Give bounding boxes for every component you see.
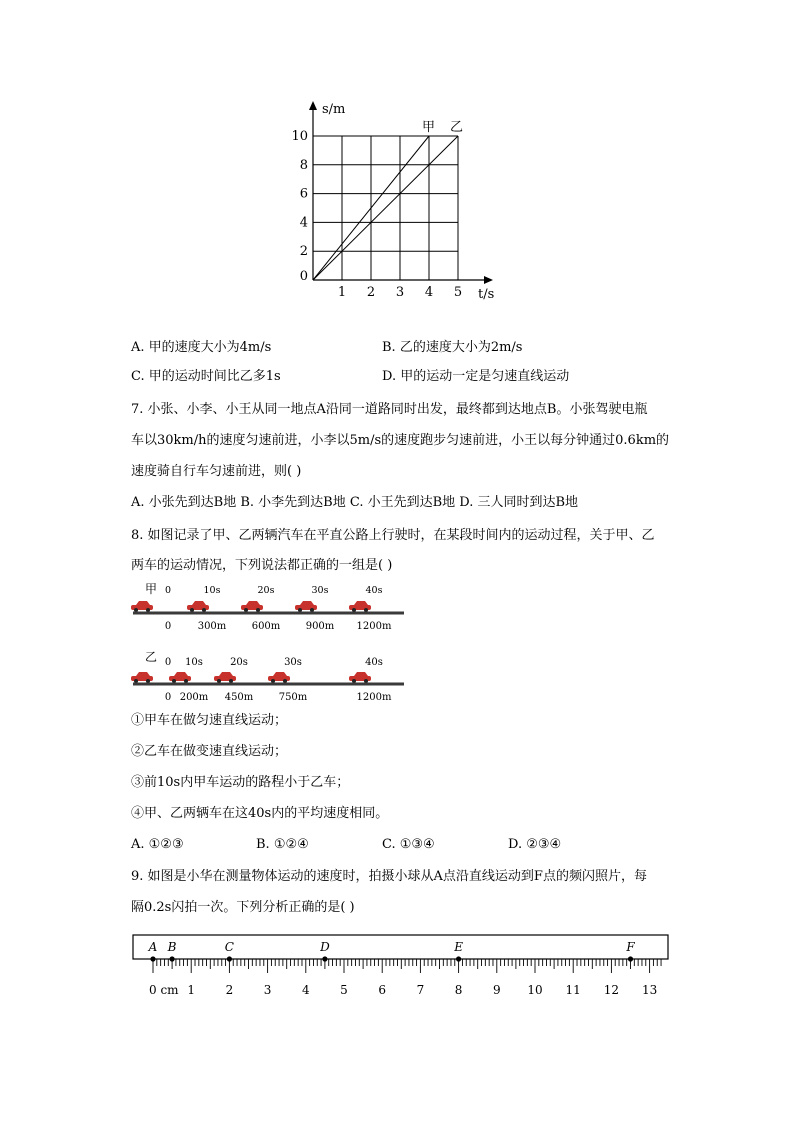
x-tick-label: 1: [337, 285, 347, 300]
car-wheel: [283, 679, 287, 683]
car-distance-label: 200m: [179, 692, 209, 703]
q8-stem-line1: 8. 如图记录了甲、乙两辆汽车在平直公路上行驶时，在某段时间内的运动过程，关于甲、乙: [131, 528, 655, 543]
car-wheel: [364, 608, 368, 612]
car-cabin: [354, 672, 368, 676]
car-distance-label: 1200m: [356, 692, 392, 703]
x-tick-label: 3: [395, 285, 405, 300]
car-wheel: [146, 679, 150, 683]
q6-option-d: D. 甲的运动一定是匀速直线运动: [382, 369, 570, 384]
series-label-jia: 甲: [422, 120, 436, 135]
car-cabin: [192, 601, 206, 605]
car-cabin: [246, 601, 260, 605]
ruler-point-label: B: [167, 940, 177, 954]
st-graph: [290, 95, 510, 310]
car-wheel: [352, 608, 356, 612]
ruler-label: 0 cm: [149, 983, 179, 997]
ruler-figure: [128, 930, 673, 1005]
ruler-label: 13: [641, 983, 658, 997]
car-wheel: [229, 679, 233, 683]
car-wheel: [202, 608, 206, 612]
car-cabin: [136, 672, 150, 676]
ruler-point-label: E: [454, 940, 463, 954]
q8-option-d: D. ②③④: [508, 837, 562, 852]
x-axis-arrow: [484, 276, 493, 284]
ruler-label: 8: [454, 983, 463, 997]
car-a-times: [165, 585, 383, 596]
car-time-label: 10s: [185, 657, 203, 668]
car-wheel: [244, 608, 248, 612]
car-icon: [268, 672, 290, 683]
ruler-labels: [149, 983, 657, 997]
x-tick-label: 4: [424, 285, 434, 300]
y-tick-label: 10: [291, 129, 308, 144]
car-distance-label: 450m: [224, 692, 254, 703]
ruler-label: 3: [263, 983, 272, 997]
ruler-point-label: C: [224, 940, 234, 954]
car-distance-label: 600m: [251, 621, 281, 632]
car-icon: [349, 672, 371, 683]
ruler-label: 4: [301, 983, 310, 997]
car-wheel: [271, 679, 275, 683]
q8-option-a: A. ①②③: [131, 837, 184, 852]
q7-stem-line1: 7. 小张、小李、小王从同一地点A沿同一道路同时出发，最终都到达地点B。小张驾驶电瓶: [131, 402, 648, 417]
ruler-label: 6: [378, 983, 387, 997]
car-icon: [214, 672, 236, 683]
car-time-label: 40s: [365, 585, 383, 596]
ruler-point-label: F: [626, 940, 635, 954]
q8-option-c: C. ①③④: [382, 837, 435, 852]
ruler-label: 12: [603, 983, 620, 997]
car-time-label: 40s: [365, 657, 383, 668]
car-cabin: [136, 601, 150, 605]
car-distance-label: 750m: [278, 692, 308, 703]
q8-statement-3: ③前10s内甲车运动的路程小于乙车；: [131, 775, 350, 790]
q8-statement-4: ④甲、乙两辆车在这40s内的平均速度相同。: [131, 806, 389, 821]
ruler-ticks: [153, 959, 661, 973]
car-b-name: 乙: [145, 650, 158, 664]
car-distance-label: 0: [164, 621, 172, 632]
car-cabin: [354, 601, 368, 605]
car-b-distances: [165, 692, 392, 703]
car-time-label: 20s: [230, 657, 248, 668]
car-wheel: [310, 608, 314, 612]
ruler-label: 7: [416, 983, 425, 997]
car-distance-label: 300m: [197, 621, 227, 632]
car-icon: [169, 672, 191, 683]
ruler-label: 2: [225, 983, 234, 997]
car-wheel: [298, 608, 302, 612]
car-b-times: [165, 657, 383, 668]
car-cabin: [219, 672, 233, 676]
series-label-yi: 乙: [450, 120, 464, 135]
car-time-label: 30s: [284, 657, 302, 668]
car-icon: [349, 601, 371, 612]
car-wheel: [134, 608, 138, 612]
y-tick-label: 4: [299, 215, 308, 231]
ruler-label: 1: [187, 983, 196, 997]
ruler-label: 5: [340, 983, 348, 997]
car-wheel: [217, 679, 221, 683]
q8-statement-1: ①甲车在做匀速直线运动；: [131, 713, 288, 728]
graph-series: [313, 136, 458, 280]
car-a-distances: [165, 621, 392, 632]
car-cabin: [174, 672, 188, 676]
car-wheel: [134, 679, 138, 683]
car-cabin: [273, 672, 287, 676]
q7-stem-line3: 速度骑自行车匀速前进，则( ): [131, 464, 302, 479]
q8-statement-2: ②乙车在做变速直线运动；: [131, 744, 288, 759]
car-time-label: 10s: [203, 585, 221, 596]
car-icon: [131, 601, 153, 612]
ruler-point-label: A: [148, 940, 158, 954]
series-line-yi: [313, 136, 458, 280]
car-icon: [187, 601, 209, 612]
car-a-name: 甲: [145, 582, 158, 596]
ruler-label: 10: [527, 983, 543, 997]
y-axis-label: s/m: [322, 102, 346, 117]
car-distance-label: 1200m: [356, 621, 392, 632]
q6-option-c: C. 甲的运动时间比乙多1s: [131, 369, 281, 384]
x-tick-label: 5: [453, 285, 463, 300]
car-motion-figure: [128, 578, 418, 708]
y-tick-label: 2: [299, 244, 308, 260]
ruler-point-label: D: [320, 940, 330, 954]
q9-stem-line1: 9. 如图是小华在测量物体运动的速度时，拍摄小球从A点沿直线运动到F点的频闪照片，每: [131, 869, 647, 884]
car-wheel: [364, 679, 368, 683]
car-wheel: [184, 679, 188, 683]
car-time-label: 0: [164, 657, 172, 668]
car-wheel: [256, 608, 260, 612]
q6-option-b: B. 乙的速度大小为2m/s: [382, 340, 523, 355]
q6-option-a: A. 甲的速度大小为4m/s: [131, 340, 272, 355]
y-tick-label: 0: [299, 269, 308, 284]
q9-stem-line2: 隔0.2s闪拍一次。下列分析正确的是( ): [131, 900, 355, 915]
car-icon: [295, 601, 317, 612]
ruler-label: 11: [565, 983, 581, 997]
car-distance-label: 0: [164, 692, 172, 703]
car-time-label: 30s: [311, 585, 329, 596]
x-tick-label: 2: [366, 285, 376, 300]
ruler-frame: [133, 935, 668, 959]
y-axis-arrow: [309, 101, 317, 110]
ruler-points: [148, 940, 636, 962]
car-a-positions: [131, 601, 371, 612]
car-icon: [241, 601, 263, 612]
x-axis-label: t/s: [478, 287, 495, 302]
car-distance-label: 900m: [305, 621, 335, 632]
ruler-label: 9: [492, 983, 501, 997]
car-wheel: [146, 608, 150, 612]
y-tick-label: 6: [299, 186, 308, 202]
car-wheel: [352, 679, 356, 683]
car-cabin: [300, 601, 314, 605]
car-time-label: 20s: [257, 585, 275, 596]
q7-options: A. 小张先到达B地 B. 小李先到达B地 C. 小王先到达B地 D. 三人同时到达B地: [131, 495, 579, 510]
q8-option-b: B. ①②④: [256, 837, 309, 852]
car-wheel: [172, 679, 176, 683]
q8-stem-line2: 两车的运动情况，下列说法都正确的一组是( ): [131, 558, 393, 573]
car-icon: [131, 672, 153, 683]
car-wheel: [190, 608, 194, 612]
car-b-positions: [131, 672, 371, 683]
q7-stem-line2: 车以30km/h的速度匀速前进，小李以5m/s的速度跑步匀速前进，小王以每分钟通过0.6km的: [131, 433, 670, 448]
car-time-label: 0: [164, 585, 172, 596]
y-tick-label: 8: [299, 157, 308, 173]
